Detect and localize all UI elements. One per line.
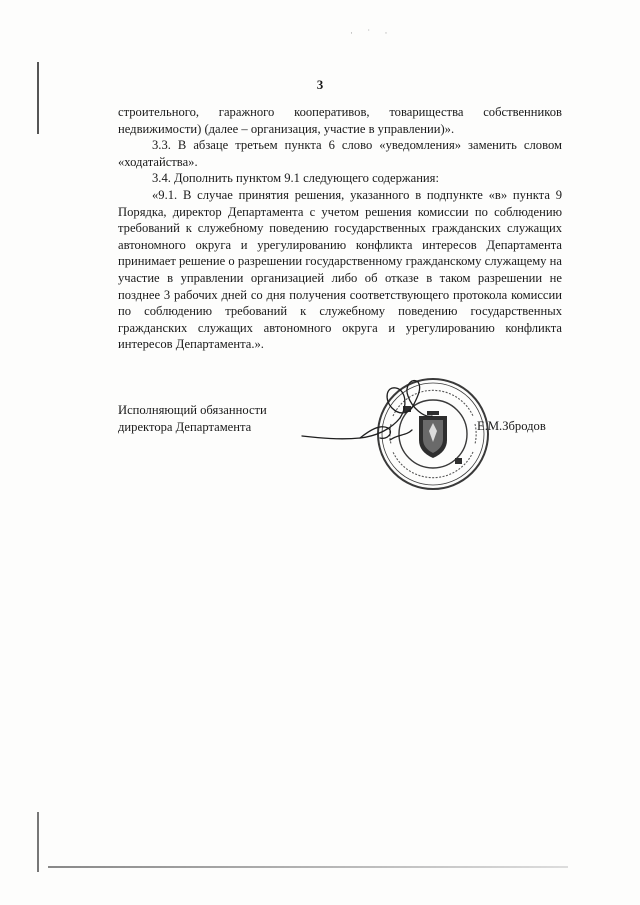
signer-position-line-1: Исполняющий обязанности	[118, 403, 267, 417]
scan-edge-mark	[37, 812, 39, 872]
paragraph-continuation: строительного, гаражного кооперативов, товарищества собственников недвижимости) (далее – организация, участие в управлении)».	[118, 105, 562, 136]
page-number: 3	[316, 77, 324, 92]
scan-bottom-edge	[48, 866, 568, 868]
handwritten-signature	[300, 378, 440, 458]
paragraph-3-3: 3.3. В абзаце третьем пункта 6 слово «уведомления» заменить словом «ходатайства».	[118, 138, 562, 169]
signer-position	[118, 402, 267, 435]
paragraph-3-4: 3.4. Дополнить пунктом 9.1 следующего содержания:	[152, 171, 439, 186]
document-body	[118, 104, 562, 353]
signer-name: Е.М.Збродов	[477, 419, 546, 433]
signer-position-line-2: директора Департамента	[118, 419, 252, 434]
scan-specks: · ˙ ·	[350, 28, 394, 38]
paragraph-9-1: «9.1. В случае принятия решения, указанного в подпункте «в» пункта 9 Порядка, директор Департамента с учетом решения комиссии по соблюдению требований к служебному поведению государственных гражданских служащих автономного округа и урегулированию конфликта интересов Департамента принимает решение о разрешении государственному гражданскому служащему на участие в управлении организацией либо об отказе в таком разрешении не позднее 3 рабочих дней со дня получения соответствующего протокола комиссии по соблюдению требований к служебному поведению государственных гражданских служащих автономного округа и урегулированию конфликта интересов Департамента.».	[118, 187, 562, 352]
scan-edge-mark	[37, 62, 39, 134]
